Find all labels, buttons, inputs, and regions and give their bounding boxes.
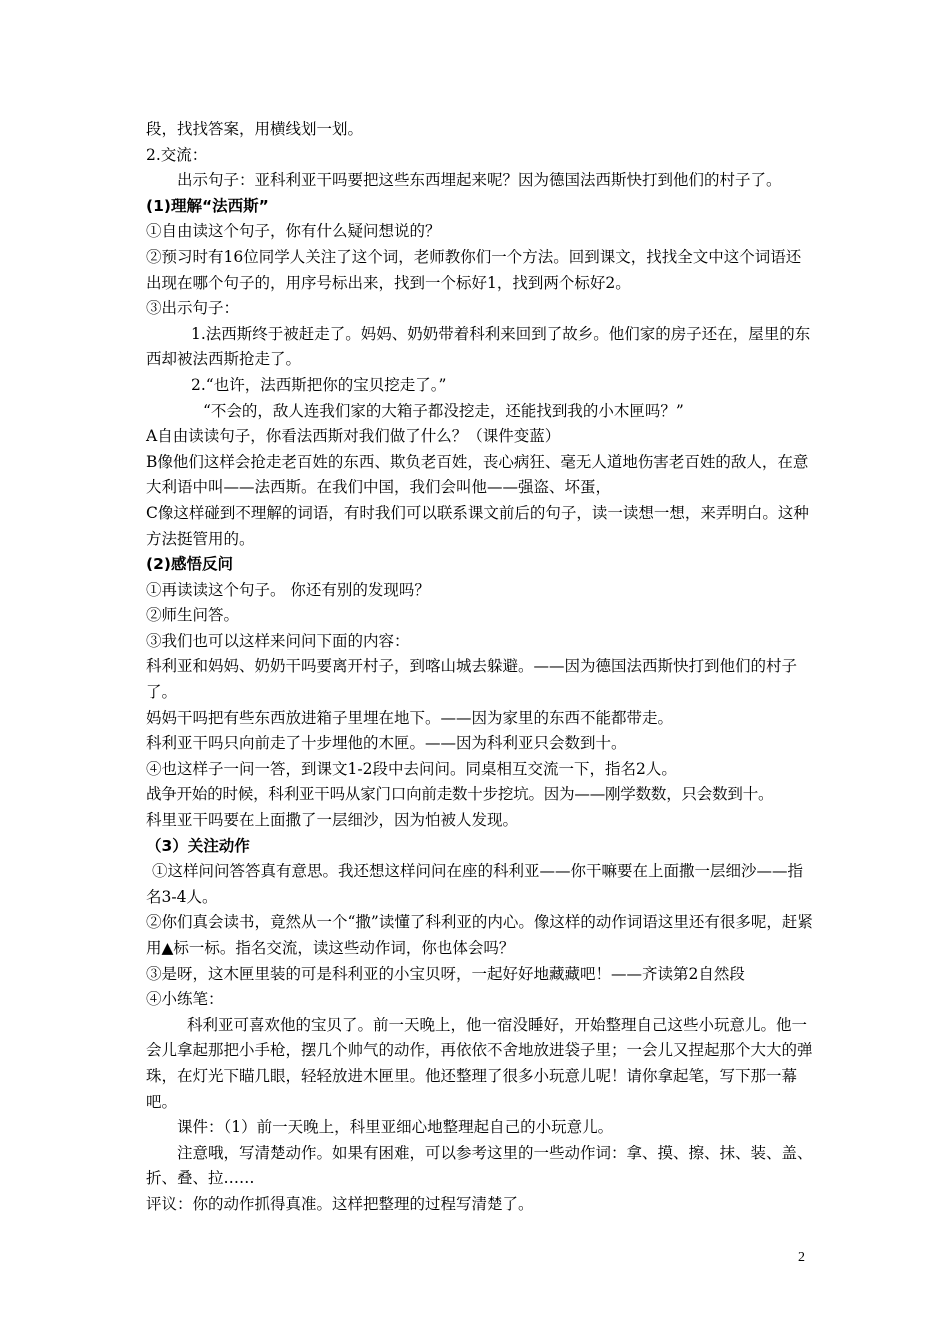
paragraph: ②预习时有16位同学人关注了这个词，老师教你们一个方法。回到课文，找找全文中这个词语还出现在哪个句子的，用序号标出来，找到一个标好1，找到两个标好2。 — [146, 247, 802, 292]
paragraph: ④也这样子一问一答，到课文1-2段中去问问。同桌相互交流一下，指名2人。 — [146, 759, 677, 778]
paragraph: 出示句子：亚科利亚干吗要把这些东西埋起来呢？因为德国法西斯快打到他们的村子了。 — [177, 171, 782, 190]
paragraph: 段，找找答案，用横线划一划。 — [146, 120, 364, 138]
section-heading: (2)感悟反问 — [146, 555, 233, 574]
quoted-sentence: 2.“也许，法西斯把你的宝贝挖走了。” — [191, 375, 447, 394]
quoted-sentence: “不会的，敌人连我们家的大箱子都没挖走，还能找到我的小木匣吗？” — [203, 401, 684, 420]
quoted-sentence: 1.法西斯终于被赶走了。妈妈、奶奶带着科利来回到了故乡。他们家的房子还在，屋里的东西却被法西斯抢走了。 — [146, 324, 811, 369]
paragraph: ②你们真会读书，竟然从一个“撒”读懂了科利亚的内心。像这样的动作词语这里还有很多呢，赶紧用▲标一标。指名交流，读这些动作词，你也体会吗？ — [146, 913, 813, 957]
paragraph: ①这样问问答答真有意思。我还想这样问问在座的科利亚——你干嘛要在上面撒一层细沙——指名3-4人。 — [146, 862, 804, 906]
page-number: 2 — [798, 1250, 805, 1265]
paragraph: 2.交流： — [146, 145, 208, 164]
paragraph: 注意哦，写清楚动作。如果有困难，可以参考这里的一些动作词：拿、摸、擦、抹、装、盖、折、叠、拉…… — [146, 1143, 813, 1188]
paragraph: 科利亚可喜欢他的宝贝了。前一天晚上，他一宿没睡好，开始整理自己这些小玩意儿。他一会儿拿起那把小手枪，摆几个帅气的动作，再依依不舍地放进袋子里；一会儿又捏起那个大大的弹珠，在灯光下瞄几眼，轻轻放进木匣里。他还整理了很多小玩意儿呢！请你拿起笔，写下那一幕吧。 — [146, 1015, 813, 1111]
paragraph: 科利亚和妈妈、奶奶干吗要离开村子，到喀山城去躲避。——因为德国法西斯快打到他们的村子了。 — [146, 657, 798, 702]
paragraph: 评议：你的动作抓得真准。这样把整理的过程写清楚了。 — [146, 1194, 534, 1213]
paragraph: 科利亚干吗只向前走了十步埋他的木匣。——因为科利亚只会数到十。 — [146, 734, 627, 753]
document-body — [146, 117, 816, 1218]
paragraph: B像他们这样会抢走老百姓的东西、欺负老百姓，丧心病狂、毫无人道地伤害老百姓的敌人，在意大利语中叫——法西斯。在我们中国，我们会叫他——强盗、坏蛋， — [146, 452, 809, 497]
paragraph: ③是呀，这木匣里装的可是科利亚的小宝贝呀，一起好好地藏藏吧！——齐读第2自然段 — [146, 964, 745, 983]
paragraph: 妈妈干吗把有些东西放进箱子里埋在地下。——因为家里的东西不能都带走。 — [146, 708, 674, 727]
paragraph: ②师生问答。 — [146, 606, 240, 625]
paragraph: ①自由读这个句子，你有什么疑问想说的？ — [146, 222, 441, 241]
paragraph: A自由读读句子，你看法西斯对我们做了什么？（课件变蓝） — [146, 427, 561, 446]
paragraph: ③出示句子： — [146, 299, 240, 318]
paragraph: 科里亚干吗要在上面撒了一层细沙，因为怕被人发现。 — [146, 811, 519, 830]
paragraph: ①再读读这个句子。 你还有别的发现吗？ — [146, 580, 430, 599]
section-heading: （3）关注动作 — [146, 836, 250, 855]
paragraph: ③我们也可以这样来问问下面的内容： — [146, 631, 410, 650]
paragraph: ④小练笔： — [146, 990, 224, 1009]
section-heading: (1)理解“法西斯” — [146, 196, 269, 215]
paragraph: 课件：（1）前一天晚上，科里亚细心地整理起自己的小玩意儿。 — [177, 1118, 614, 1137]
paragraph: C像这样碰到不理解的词语，有时我们可以联系课文前后的句子，读一读想一想，来弄明白。这种方法挺管用的。 — [146, 503, 809, 548]
paragraph: 战争开始的时候，科利亚干吗从家门口向前走数十步挖坑。因为——刚学数数，只会数到十。 — [146, 785, 774, 804]
